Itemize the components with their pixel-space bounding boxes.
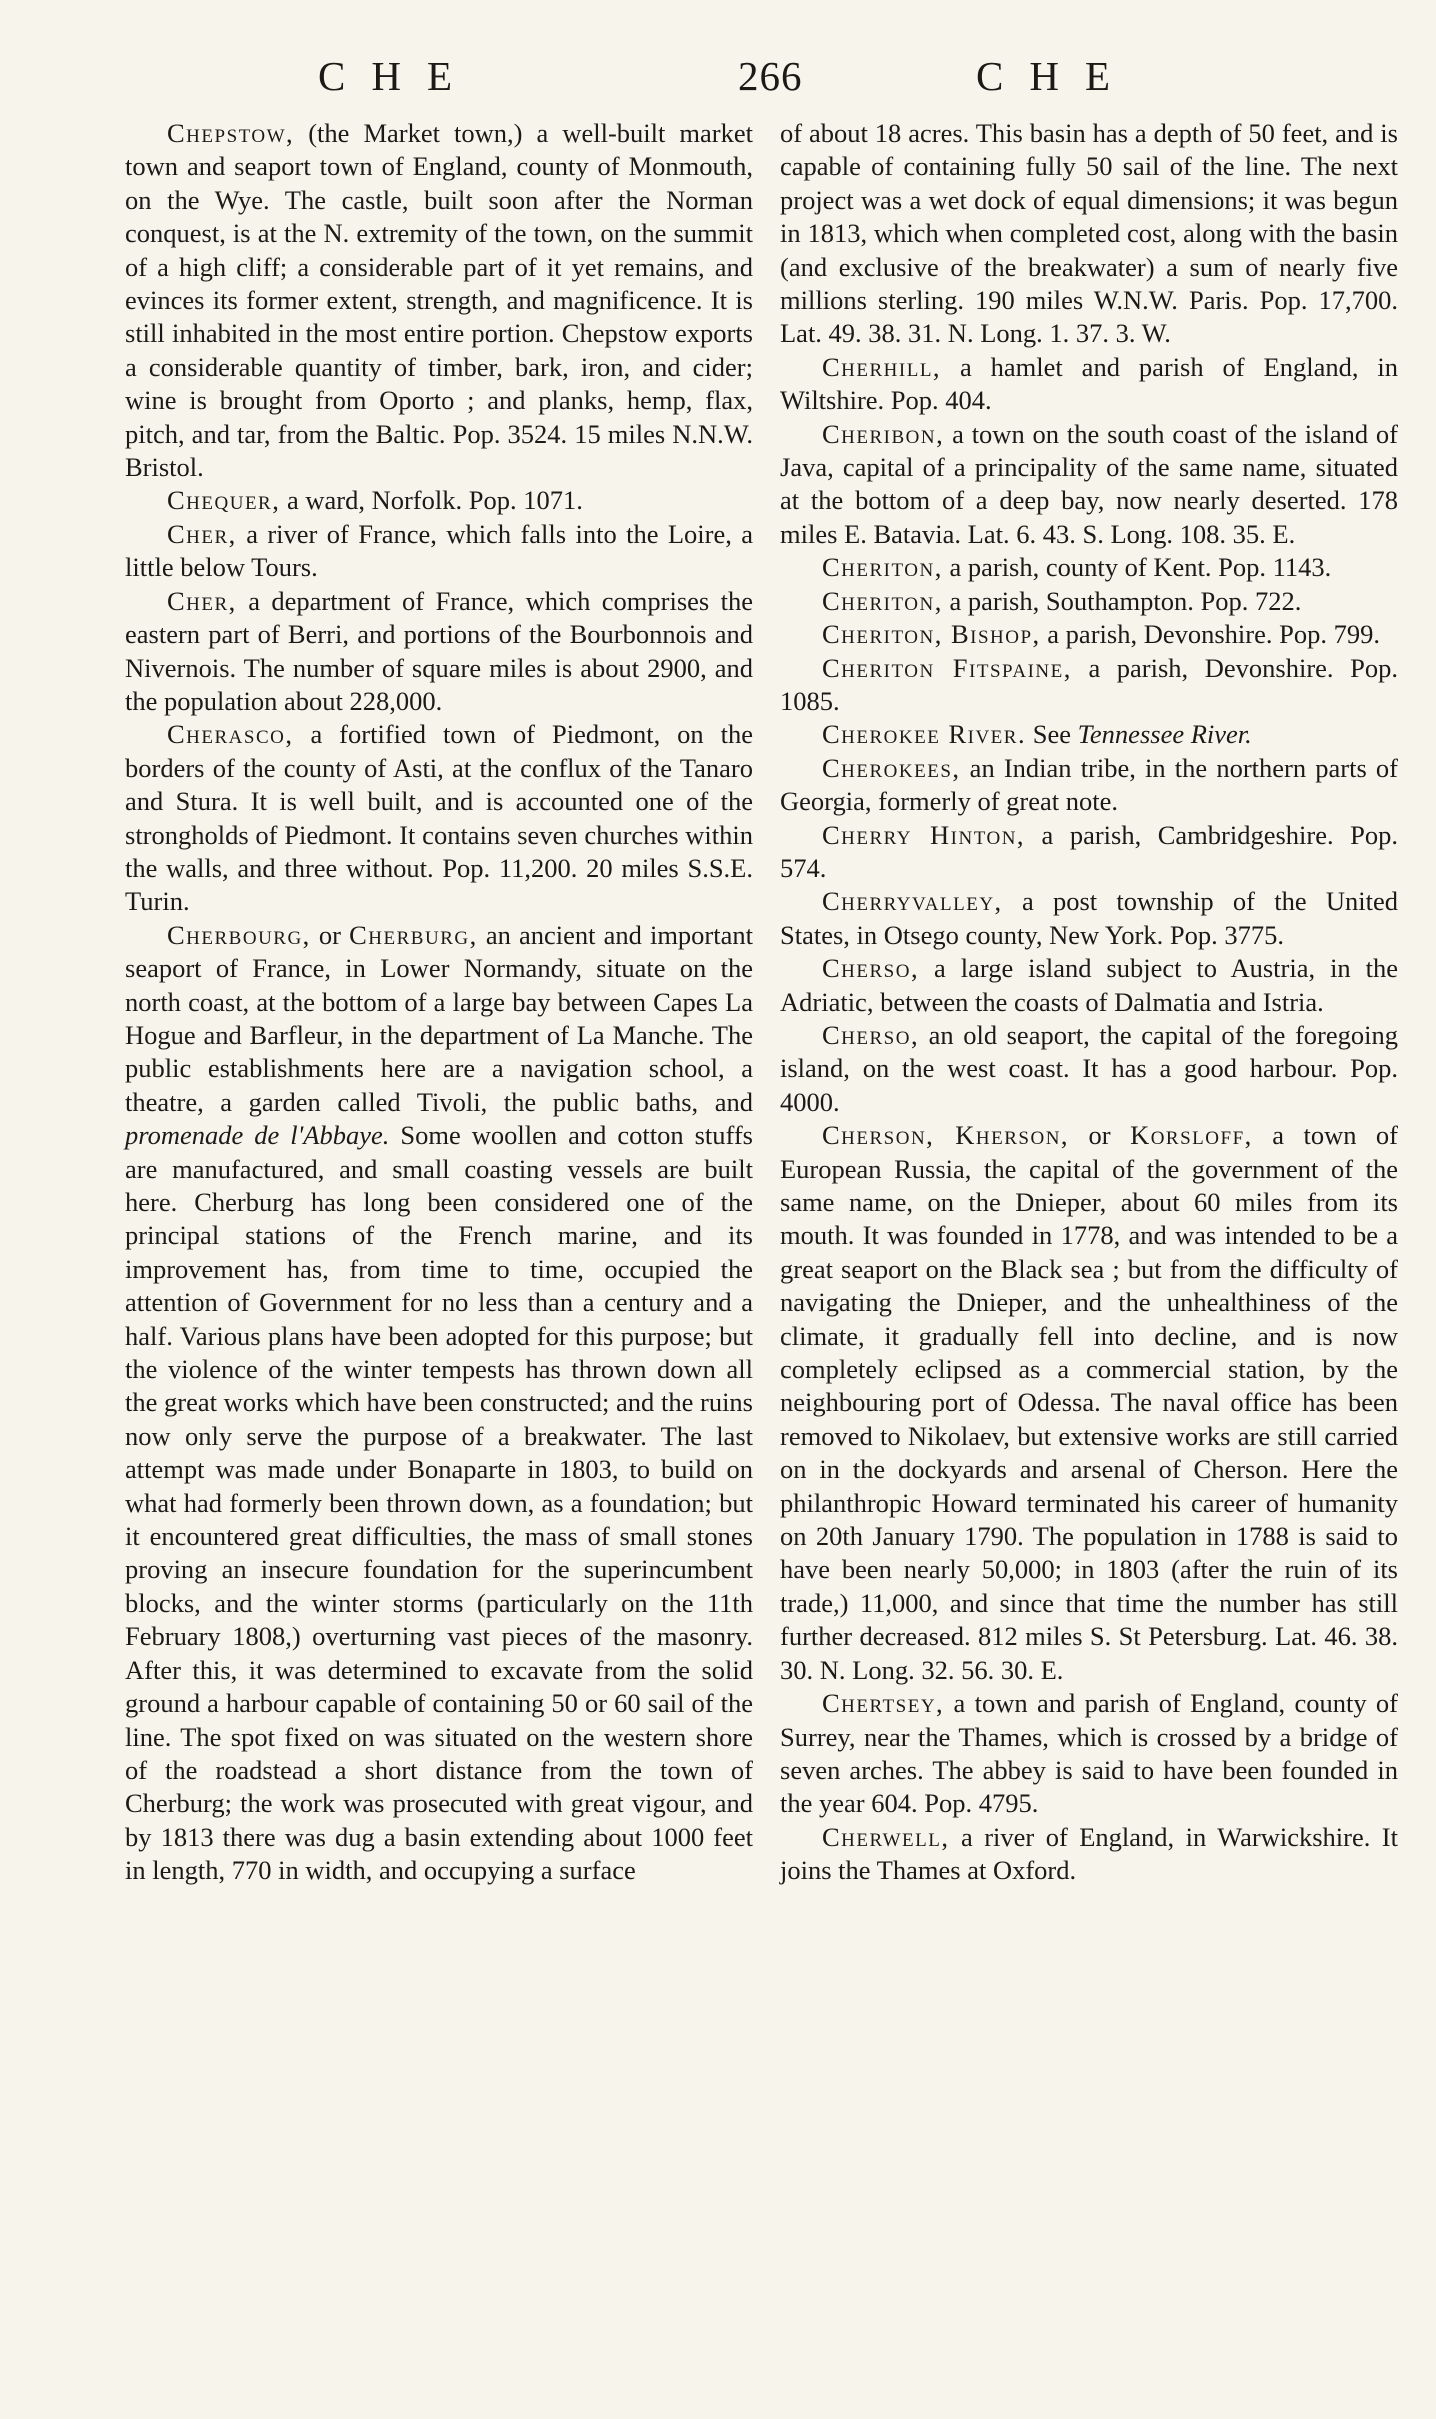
entry-cherwell [780,1821,1398,1888]
entry-chequer [125,484,753,517]
entry-headword: Chequer, [167,485,281,516]
entry-text: a ward, Norfolk. Pop. 1071. [280,485,583,516]
entry-cher-river [125,518,753,585]
entry-text: a river of England, in Warwickshire. It joins the Thames at Oxford. [780,1821,1398,1886]
entry-text: a hamlet and parish of England, in Wiltshire. Pop. 404. [780,351,1398,416]
entry-cheriton-southampton [780,585,1398,618]
entry-headword: Cheriton, [822,585,943,616]
entry-text: a fortified town of Piedmont, on the borders of the county of Asti, at the conflux of the Tanaro and Stura. It is well built, and is accounted one of the strongholds of Piedmont. It contains seven churches within the walls, and three without. Pop. 11,200. 20 miles S.S.E. Turin. [125,719,753,917]
entry-headword: Cher, [167,585,237,616]
entry-text: a parish, Devonshire. Pop. 799. [1040,619,1380,650]
entry-cross-reference: Tennessee River. [1077,719,1252,750]
entry-cherhill [780,351,1398,418]
entry-text: Some woollen and cotton stuffs are manufactured, and small coasting vessels are built here. Cherburg has long been considered one of the principal stations of the French marine, and its improvement has, from time to time, occupied the attention of Government for no less than a century and a half. Various plans have been adopted for this purpose; but the violence of the winter tempests has thrown down all the great works which have been constructed; and the ruins now only serve the purpose of a breakwater. The last attempt was made under Bonaparte in 1803, to build on what had formerly been thrown down, as a foundation; but it encountered great difficulties, the mass of small stones proving an insecure foundation for the superincumbent blocks, and the winter storms (particularly on the 11th February 1808,) overturning vast pieces of the masonry. After this, it was determined to excavate from the solid ground a harbour capable of containing 50 or 60 sail of the line. The spot fixed on was situated on the western shore of the roadstead a short distance from the town of Cherburg; the work was prosecuted with great vigour, and by 1813 there was dug a basin extending about 1000 feet in length, 770 in width, and occupying a surface [125,1120,753,1886]
entry-headword: Cherokees, [822,752,961,783]
entry-text: a town of European Russia, the capital of the government of the same name, on the Dnieper, about 60 miles from its mouth. It was founded in 1778, and was intended to be a great seaport on the Black sea ; but from the difficulty of navigating the Dnieper, and the unhealthiness of the climate, it gradually fell into decline, and is now completely eclipsed as a commercial station, by the neighbouring port of Odessa. The naval office has been removed to Nikolaev, but extensive works are still carried on in the dockyards and arsenal of Cherson. Here the philanthropic Howard terminated his career of humanity on 20th January 1790. The population in 1788 is said to have been nearly 50,000; in 1803 (after the ruin of its trade,) 11,000, and since that time the number has still further decreased. 812 miles S. St Petersburg. Lat. 46. 38. 30. N. Long. 32. 56. 30. E. [780,1120,1399,1685]
running-header [0,52,1436,102]
entry-headword: Cherokee River. [822,719,1027,750]
entry-headword: Cherryvalley, [822,886,1003,917]
entry-headword-alt: Korsloff, [1130,1120,1253,1151]
entry-text: an ancient and important seaport of France, in Lower Normandy, situate on the north coast, at the bottom of a large bay between Capes La Hogue and Barfleur, in the department of La Manche. The public establishments here are a navigation school, a theatre, a garden called Tivoli, the public baths, and [125,919,753,1117]
entry-headword: Chepstow, [167,118,295,148]
entry-cherry-hinton [780,819,1398,886]
entry-chepstow [125,117,753,484]
entry-headword: Cherbourg, [167,919,311,950]
entry-headword: Cherry Hinton, [822,819,1026,850]
entry-text: a river of France, which falls into the Loire, a little below Tours. [125,518,753,583]
entry-headword: Cherasco, [167,719,294,750]
entry-headword: Cher, [167,518,237,549]
entry-cherryvalley [780,885,1398,952]
entry-cherson [780,1119,1398,1687]
entry-headword: Cheriton, Bishop, [822,619,1041,650]
entry-headword: Cheriton Fitspaine, [822,652,1072,683]
page-number: 266 [738,53,803,99]
entry-text: (the Market town,) a well-built market town and seaport town of England, county of Monmouth, on the Wye. The castle, built soon after the Norman conquest, is at the N. extremity of the town, on the summit of a high cliff; a considerable part of it yet remains, and evinces its former extent, strength, and magnificence. It is still inhabited in the most entire portion. Chepstow exports a considerable quantity of timber, bark, iron, and cider; wine is brought from Oporto ; and planks, hemp, flax, pitch, and tar, from the Baltic. Pop. 3524. 15 miles N.N.W. Bristol. [125,118,753,483]
entry-cherokee-river [780,718,1398,751]
left-column [125,117,753,1888]
entry-headword: Cherson, Kherson, [822,1120,1070,1151]
entry-headword-alt: Cherburg, [349,919,478,950]
entry-cher-department [125,585,753,719]
entry-italic-term: promenade de l'Abbaye. [125,1120,390,1151]
entry-cheriton-bishop [780,618,1398,651]
entry-chertsey [780,1687,1398,1821]
header-left-word: CHE [318,53,478,99]
entry-text: or [1069,1120,1131,1151]
right-column [780,117,1398,1888]
entry-text: a town on the south coast of the island of Java, capital of a principality of the same name, situated at the bottom of a deep bay, now nearly deserted. 178 miles E. Batavia. Lat. 6. 43. S. Long. 108. 35. E. [780,418,1398,549]
entry-cheribon [780,418,1398,552]
header-right-word: CHE [976,53,1136,99]
entry-headword: Cherso, [822,953,920,984]
entry-headword: Cheriton, [822,552,943,583]
entry-headword: Chertsey, [822,1688,945,1719]
entry-headword: Cherso, [822,1019,920,1050]
entry-text: a post township of the United States, in Otsego county, New York. Pop. 3775. [780,886,1398,950]
entry-cherbourg-continuation: of about 18 acres. This basin has a depth of 50 feet, and is capable of containing fully 50 sail of the line. The next project was a wet dock of equal dimensions; it was begun in 1813, which when completed cost, along with the basin (and exclusive of the breakwater) a sum of nearly five millions sterling. 190 miles W.N.W. Paris. Pop. 17,700. Lat. 49. 38. 31. N. Long. 1. 37. 3. W. [780,118,1398,349]
entry-cherso-seaport [780,1019,1398,1119]
entry-cherasco [125,718,753,918]
entry-text: a parish, Cambridgeshire. Pop. 574. [780,819,1398,883]
entry-headword: Cheribon, [822,418,945,449]
entry-text: a large island subject to Austria, in the Adriatic, between the coasts of Dalmatia and Istria. [780,953,1398,1017]
entry-text: a parish, Southampton. Pop. 722. [942,585,1302,616]
entry-text: an old seaport, the capital of the foregoing island, on the west coast. It has a good harbour. Pop. 4000. [780,1019,1398,1117]
entry-cherbourg [125,919,753,1888]
entry-text: a parish, Devonshire. Pop. 1085. [780,652,1398,716]
entry-text: a parish, county of Kent. Pop. 1143. [942,552,1332,583]
entry-text: or [310,919,350,950]
entry-cherokees [780,752,1398,819]
entry-headword: Cherhill, [822,351,942,382]
entry-cheriton-kent [780,551,1398,584]
entry-text: See [1026,719,1078,750]
entry-cherso-island [780,952,1398,1019]
entry-text: an Indian tribe, in the northern parts of Georgia, formerly of great note. [780,752,1398,817]
entry-text: a town and parish of England, county of Surrey, near the Thames, which is crossed by a bridge of seven arches. The abbey is said to have been founded in the year 604. Pop. 4795. [780,1688,1398,1819]
entry-cheriton-fitspaine [780,652,1398,719]
entry-headword: Cherwell, [822,1821,950,1852]
entry-text: a department of France, which comprises the eastern part of Berri, and portions of the Bourbonnois and Nivernois. The number of square miles is about 2900, and the population about 228,000. [125,585,753,716]
